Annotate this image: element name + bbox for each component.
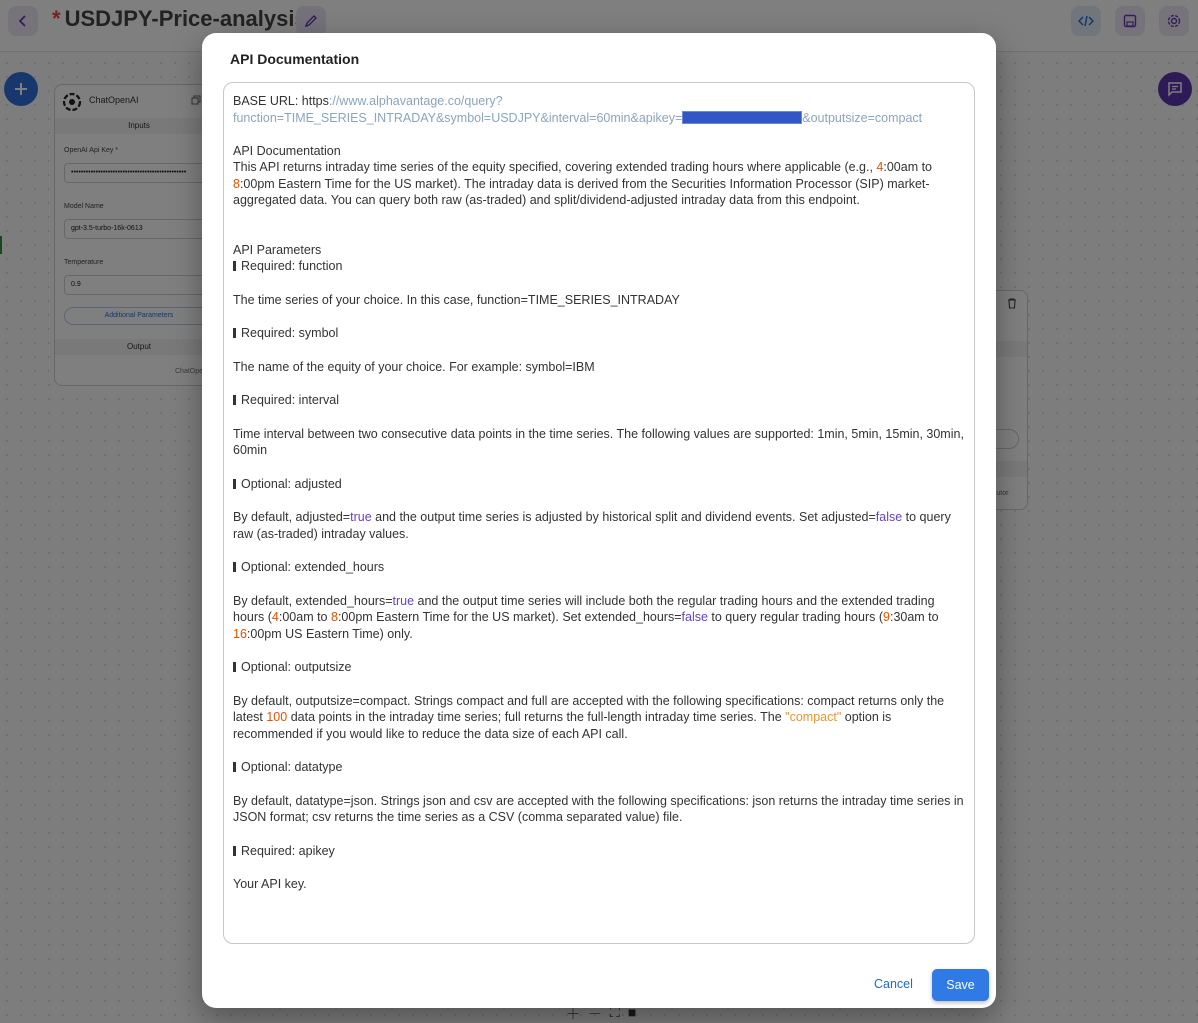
param-datatype (233, 759, 965, 776)
number-token: 4 (271, 610, 279, 624)
redacted-api-key (682, 111, 802, 124)
text-run: :00am to (883, 160, 932, 174)
dialog-title: API Documentation (230, 51, 360, 67)
number-token: 8 (330, 610, 338, 624)
param-label: Optional: extended_hours (241, 560, 385, 574)
param-datatype-desc: By default, datatype=json. Strings json and csv are accepted with the following specifications: json returns the intraday time series in JSON format; csv returns the time series as a CSV (comma separated value) file. (233, 793, 964, 824)
param-label: Required: interval (241, 393, 339, 407)
number-token: 9 (883, 610, 890, 624)
base-url-label: BASE URL: (233, 94, 302, 108)
url-scheme: https (301, 94, 329, 108)
cancel-button[interactable]: Cancel (874, 977, 913, 991)
api-documentation-dialog (202, 33, 996, 1008)
bullet-bar (233, 846, 236, 856)
url-part-2: function=TIME_SERIES_INTRADAY&symbol=USDJPY&interval=60min&apikey= (233, 110, 683, 125)
text-run: to query raw (as-traded) intraday values. (233, 510, 951, 541)
param-label: Optional: datatype (241, 760, 343, 774)
boolean-token: false (681, 610, 708, 624)
bullet-bar (233, 562, 236, 572)
param-label: Required: symbol (241, 326, 339, 340)
param-symbol-desc: The name of the equity of your choice. For example: symbol=IBM (233, 359, 595, 374)
text-run: This API returns intraday time series of the equity specified, covering extended trading hours where applicable (e.g., (233, 160, 877, 174)
base-url-line (233, 93, 965, 110)
number-token: 100 (266, 710, 288, 724)
param-extended-hours (233, 559, 965, 576)
doc-heading: API Documentation (233, 143, 341, 158)
text-run: By default, extended_hours= (233, 593, 393, 608)
doc-intro (233, 159, 965, 209)
base-url-line-2 (233, 110, 965, 127)
api-doc-editor[interactable] (223, 82, 975, 944)
params-heading: API Parameters (233, 242, 322, 257)
text-run: data points in the intraday time series; full returns the full-length intraday time series. The (287, 710, 786, 724)
bullet-bar (233, 662, 236, 672)
bullet-bar (233, 395, 236, 405)
param-label: Required: apikey (241, 843, 335, 858)
text-run: :00pm Eastern Time for the US market). Set extended_hours= (337, 610, 682, 624)
number-token: 8 (233, 176, 240, 191)
param-outputsize (233, 659, 965, 676)
param-label: Optional: outputsize (241, 660, 352, 674)
url-part-3: &outputsize=compact (802, 110, 923, 125)
param-apikey (233, 843, 965, 860)
param-label: Required: function (241, 259, 343, 273)
param-label: Optional: adjusted (241, 476, 342, 491)
text-run: :00pm US Eastern Time) only. (246, 626, 413, 641)
boolean-token: false (875, 510, 903, 524)
param-adjusted-desc (233, 509, 965, 542)
param-outputsize-desc (233, 693, 965, 743)
param-symbol (233, 325, 965, 342)
param-interval (233, 392, 965, 409)
bullet-bar (233, 762, 236, 772)
param-function (233, 258, 965, 275)
param-function-desc: The time series of your choice. In this case, function=TIME_SERIES_INTRADAY (233, 292, 680, 307)
string-token: "compact" (785, 710, 842, 724)
param-extended-hours-desc (233, 593, 965, 643)
boolean-token: true (350, 510, 372, 524)
bullet-bar (233, 479, 236, 489)
text-run: and the output time series will include both the regular trading hours and the extended trading hours ( (233, 593, 935, 624)
text-run: option is recommended if you would like to reduce the data size of each API call. (233, 710, 892, 741)
param-adjusted (233, 476, 965, 493)
bullet-bar (233, 261, 236, 271)
param-interval-desc: Time interval between two consecutive data points in the time series. The following values are supported: 1min, 5min, 15min, 30min, 60min (233, 426, 964, 457)
text-run: :00am to (278, 610, 331, 624)
text-run: to query regular trading hours ( (707, 610, 884, 624)
text-run: :30am to (889, 610, 939, 624)
save-button[interactable]: Save (932, 969, 989, 1001)
number-token: 16 (233, 626, 247, 641)
url-part-1: ://www.alphavantage.co/query? (328, 94, 503, 108)
text-run: By default, adjusted= (233, 510, 351, 524)
text-run: and the output time series is adjusted by historical split and dividend events. Set adjusted= (371, 510, 876, 524)
bullet-bar (233, 328, 236, 338)
param-apikey-desc: Your API key. (233, 877, 307, 891)
number-token: 4 (876, 160, 884, 174)
text-run: By default, outputsize=compact. Strings compact and full are accepted with the following specifications: compact returns only the latest (233, 693, 945, 724)
boolean-token: true (392, 593, 415, 608)
text-run: :00pm Eastern Time for the US market). The intraday data is derived from the Securities Information Processor (SIP) market-aggregated data. You can query both raw (as-traded) and split/dividend-adjusted intraday data from this endpoint. (233, 176, 930, 207)
